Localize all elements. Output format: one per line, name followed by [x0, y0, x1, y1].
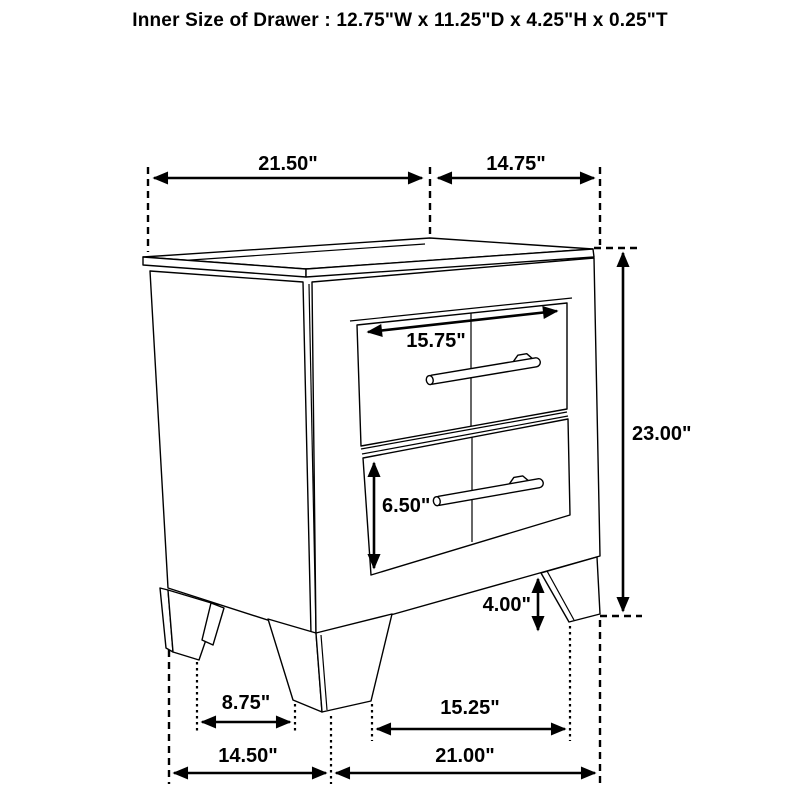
- dim-label-top-width: 21.50": [258, 153, 318, 175]
- dim-label-base-depth: 14.50": [218, 745, 278, 767]
- dim-label-front-leg-spacing: 15.25": [440, 697, 500, 719]
- dim-label-overall-height: 23.00": [632, 423, 692, 445]
- dim-label-leg-height: 4.00": [482, 594, 531, 616]
- dim-label-side-leg-spacing: 8.75": [221, 692, 271, 714]
- leg-front-left-side-face: [268, 619, 322, 712]
- nightstand-left-panel: [150, 271, 311, 634]
- dim-label-drawer-height: 6.50": [382, 495, 431, 517]
- dim-label-drawer-width: 15.75": [406, 330, 466, 352]
- page-title: Inner Size of Drawer : 12.75"W x 11.25"D x 4.25"H x 0.25"T: [132, 10, 668, 31]
- nightstand: [143, 238, 600, 712]
- dim-label-top-depth: 14.75": [486, 153, 546, 175]
- dim-label-base-width: 21.00": [435, 745, 495, 767]
